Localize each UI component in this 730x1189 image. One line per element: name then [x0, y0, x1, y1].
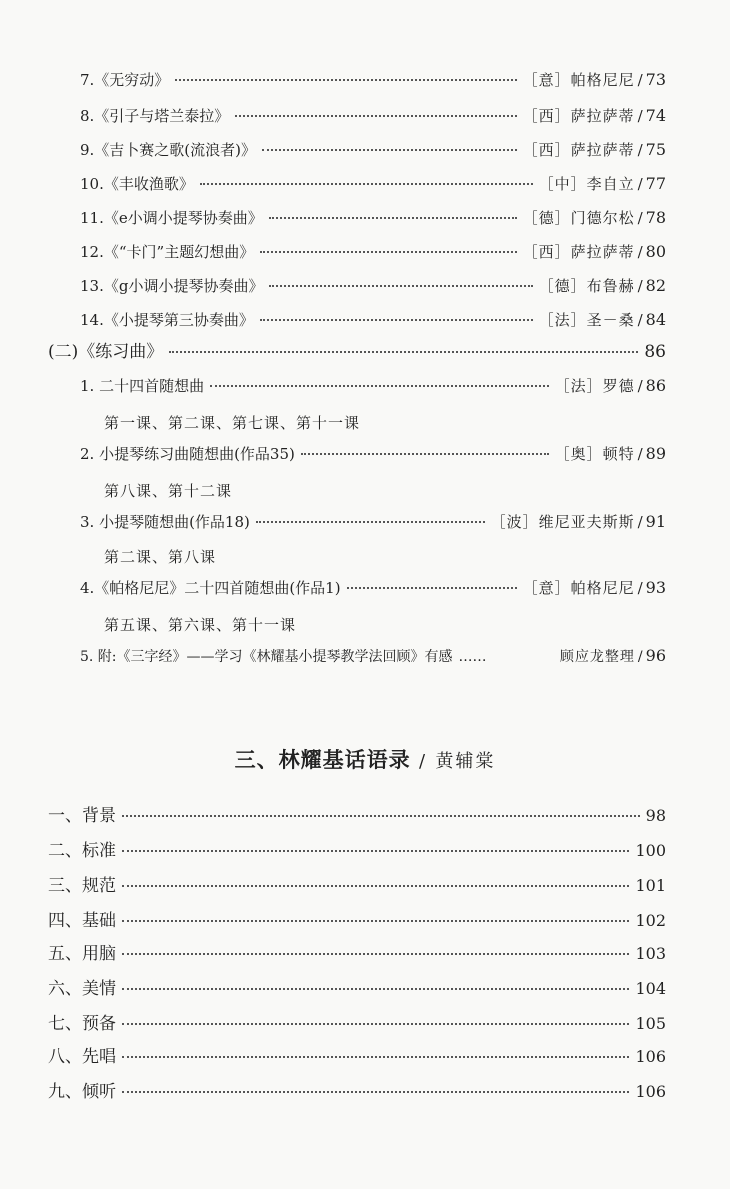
part-entry-9 [48, 1084, 666, 1101]
dot-leader [301, 453, 549, 455]
dot-leader [122, 815, 640, 817]
dot-leader [200, 183, 533, 185]
dot-leader [347, 587, 517, 589]
entry-page: 91 [645, 512, 666, 531]
lesson-list: 第二课、第八课 [104, 548, 217, 566]
part-page: 101 [635, 876, 666, 895]
part-page: 104 [635, 979, 666, 998]
entry-title: 11.《e小调小提琴协奏曲》 [80, 209, 263, 227]
entry-author: ［奥］顿特 [554, 445, 635, 463]
part-title: 七、预备 [48, 1014, 116, 1034]
part-entry-6 [48, 981, 666, 998]
entry-author: ［德］布鲁赫 [538, 277, 635, 295]
dot-leader [175, 79, 516, 81]
entry-page: 89 [645, 444, 666, 463]
entry-page: 82 [645, 276, 666, 295]
entry-title: 2. 小提琴练习曲随想曲(作品35) [80, 445, 295, 463]
part-entry-4 [48, 913, 666, 930]
entry-title: 7.《无穷动》 [80, 71, 170, 89]
toc-entry-11 [80, 210, 666, 226]
dot-leader [260, 319, 533, 321]
lesson-list: 第五课、第六课、第十一课 [104, 616, 297, 634]
part-entry-7 [48, 1016, 666, 1033]
part-page: 98 [645, 806, 666, 825]
appendix-entry [80, 648, 666, 664]
separator: / [637, 209, 643, 227]
entry-title: 3. 小提琴随想曲(作品18) [80, 513, 250, 531]
part-title: 三、规范 [48, 876, 116, 896]
dot-leader [122, 988, 629, 990]
separator: / [637, 311, 643, 329]
dot-leader [269, 217, 517, 219]
toc-entry-12 [80, 244, 666, 260]
part-title: 二、标准 [48, 841, 116, 861]
entry-page: 74 [645, 106, 666, 125]
entry-title: 4.《帕格尼尼》二十四首随想曲(作品1) [80, 579, 341, 597]
entry-author: ［德］门德尔松 [522, 209, 635, 227]
toc-entry-7 [80, 72, 666, 88]
part-entry-8 [48, 1049, 666, 1066]
entry-page: 80 [645, 242, 666, 261]
dot-leader [122, 953, 629, 955]
entry-title: 8.《引子与塔兰泰拉》 [80, 107, 230, 125]
separator: / [637, 71, 643, 89]
dot-leader [122, 920, 629, 922]
entry-title: 13.《g小调小提琴协奏曲》 [80, 277, 264, 295]
part-page: 106 [635, 1082, 666, 1101]
separator: / [637, 579, 643, 597]
entry-author: ［西］萨拉萨蒂 [522, 107, 635, 125]
dot-leader [260, 251, 516, 253]
entry-author: ［意］帕格尼尼 [522, 71, 635, 89]
chapter-slash: / [418, 751, 428, 772]
dot-leader [235, 115, 516, 117]
toc-entry-9 [80, 142, 666, 158]
etude-entry-3 [80, 514, 666, 530]
entry-author: ［法］罗德 [554, 377, 635, 395]
dot-leader [122, 1091, 629, 1093]
part-page: 103 [635, 944, 666, 963]
entry-page: 84 [645, 310, 666, 329]
separator: / [637, 243, 643, 261]
chapter-author: 黄辅棠 [435, 751, 496, 772]
separator: / [637, 141, 643, 159]
part-entry-2 [48, 843, 666, 860]
dot-leader [169, 351, 638, 353]
entry-author: ［西］萨拉萨蒂 [522, 243, 635, 261]
etude-entry-4 [80, 580, 666, 596]
part-entry-5 [48, 946, 666, 963]
part-page: 106 [635, 1047, 666, 1066]
etude-entry-1 [80, 378, 666, 394]
entry-title: 5. 附:《三字经》——学习《林耀基小提琴教学法回顾》有感 [80, 649, 453, 665]
part-title: 一、背景 [48, 806, 116, 826]
section-etudes [48, 344, 666, 361]
chapter-heading [0, 744, 730, 774]
entry-author: 顾应龙整理 [559, 649, 635, 665]
separator: / [637, 377, 643, 395]
entry-page: 93 [645, 578, 666, 597]
dot-leader [122, 1023, 629, 1025]
entry-author: ［西］萨拉萨蒂 [522, 141, 635, 159]
separator: / [637, 445, 643, 463]
entry-page: 78 [645, 208, 666, 227]
entry-author: ［波］维尼亚夫斯斯 [490, 513, 635, 531]
part-title: 八、先唱 [48, 1047, 116, 1067]
separator: / [637, 277, 643, 295]
entry-title: 12.《“卡门”主题幻想曲》 [80, 243, 255, 261]
dot-leader [262, 149, 517, 151]
entry-title: 9.《吉卜赛之歌(流浪者)》 [80, 141, 257, 159]
part-title: 四、基础 [48, 911, 116, 931]
separator: / [637, 513, 643, 531]
entry-title: 1. 二十四首随想曲 [80, 377, 205, 395]
part-page: 105 [635, 1014, 666, 1033]
toc-entry-8 [80, 108, 666, 124]
entry-page: 96 [645, 646, 666, 665]
separator: / [637, 175, 643, 193]
lesson-list: 第八课、第十二课 [104, 482, 233, 500]
part-title: 九、倾听 [48, 1082, 116, 1102]
entry-page: 75 [645, 140, 666, 159]
entry-page: 77 [645, 174, 666, 193]
dot-leader [122, 1056, 629, 1058]
part-title: 六、美情 [48, 979, 116, 999]
part-title: 五、用脑 [48, 944, 116, 964]
toc-entry-10 [80, 176, 666, 192]
entry-page: 73 [645, 70, 666, 89]
dot-leader [210, 385, 548, 387]
dot-leader [122, 885, 629, 887]
dot-leader [256, 521, 485, 523]
part-entry-1 [48, 808, 666, 825]
separator: / [637, 107, 643, 125]
lesson-list: 第一课、第二课、第七课、第十一课 [104, 414, 361, 432]
ellipsis-leader: …… [458, 649, 487, 665]
separator: / [637, 649, 643, 665]
toc-entry-13 [80, 278, 666, 294]
chapter-title: 三、林耀基话语录 [234, 748, 411, 772]
entry-title: 10.《丰收渔歌》 [80, 175, 194, 193]
entry-author: ［意］帕格尼尼 [522, 579, 635, 597]
section-title: (二)《练习曲》 [48, 342, 164, 362]
dot-leader [269, 285, 532, 287]
part-entry-3 [48, 878, 666, 895]
part-page: 100 [635, 841, 666, 860]
section-page: 86 [644, 342, 666, 362]
toc-entry-14 [80, 312, 666, 328]
part-page: 102 [635, 911, 666, 930]
entry-page: 86 [645, 376, 666, 395]
entry-author: ［法］圣－桑 [538, 311, 635, 329]
entry-title: 14.《小提琴第三协奏曲》 [80, 311, 254, 329]
etude-entry-2 [80, 446, 666, 462]
dot-leader [122, 850, 629, 852]
entry-author: ［中］李自立 [538, 175, 635, 193]
